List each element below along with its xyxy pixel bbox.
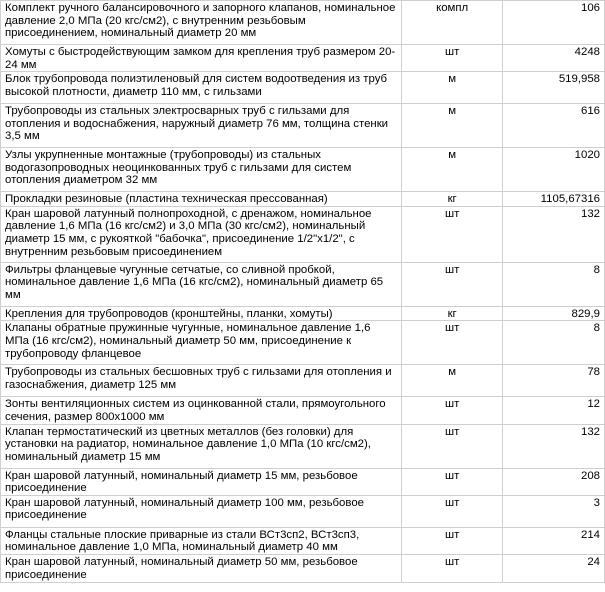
table-row — [1, 148, 605, 192]
unit-cell[interactable]: м — [402, 72, 503, 104]
item-name-cell[interactable]: Комплект ручного балансировочного и запорного клапанов, номинальное давление 2,0 МПа (20 кгс/см2), с внутренним резьбовым присоединением, номинальный диаметр 20 мм — [1, 1, 402, 45]
spreadsheet-body — [1, 1, 605, 583]
item-name-cell[interactable]: Блок трубопровода полиэтиленовый для систем водоотведения из труб высокой плотности, диаметр 110 мм, с гильзами — [1, 72, 402, 104]
unit-cell[interactable]: шт — [402, 527, 503, 554]
item-name-cell[interactable]: Трубопроводы из стальных электросварных труб с гильзами для отопления и водоснабжения, наружный диаметр 76 мм, толщина стенки 3,5 мм — [1, 104, 402, 148]
table-row — [1, 192, 605, 207]
table-row — [1, 1, 605, 45]
unit-cell[interactable]: м — [402, 104, 503, 148]
item-name-cell[interactable]: Клапан термостатический из цветных металлов (без головки) для установки на радиатор, номинальное давление 1,0 МПа (10 кгс/см2), номинальный диаметр 15 мм — [1, 424, 402, 468]
table-row — [1, 554, 605, 582]
unit-cell[interactable]: шт — [402, 397, 503, 424]
item-name-cell[interactable]: Фильтры фланцевые чугунные сетчатые, со сливной пробкой, номинальное давление 1,6 МПа (16 кгс/см2), номинальный диаметр 65 мм — [1, 262, 402, 306]
quantity-cell[interactable]: 8 — [503, 262, 605, 306]
item-name-cell[interactable]: Трубопроводы из стальных бесшовных труб с гильзами для отопления и газоснабжения, диаметр 125 мм — [1, 365, 402, 397]
quantity-cell[interactable]: 829,9 — [503, 306, 605, 321]
item-name-cell[interactable]: Клапаны обратные пружинные чугунные, номинальное давление 1,6 МПа (16 кгс/см2), номинальный диаметр 50 мм, присоединение к трубопроводу фланцевое — [1, 321, 402, 365]
item-name-cell[interactable]: Хомуты с быстродействующим замком для крепления труб размером 20-24 мм — [1, 45, 402, 72]
table-row — [1, 104, 605, 148]
quantity-cell[interactable]: 214 — [503, 527, 605, 554]
item-name-cell[interactable]: Фланцы стальные плоские приварные из стали ВСт3сп2, ВСт3сп3, номинальное давление 1,0 МПа, номинальный диаметр 40 мм — [1, 527, 402, 554]
table-row — [1, 424, 605, 468]
table-row — [1, 45, 605, 72]
table-row — [1, 306, 605, 321]
item-name-cell[interactable]: Кран шаровой латунный, номинальный диаметр 15 мм, резьбовое присоединение — [1, 468, 402, 495]
quantity-cell[interactable]: 78 — [503, 365, 605, 397]
unit-cell[interactable]: кг — [402, 306, 503, 321]
table-row — [1, 72, 605, 104]
quantity-cell[interactable]: 1020 — [503, 148, 605, 192]
unit-cell[interactable]: шт — [402, 468, 503, 495]
table-row — [1, 365, 605, 397]
item-name-cell[interactable]: Зонты вентиляционных систем из оцинкованной стали, прямоугольного сечения, размер 800х1000 мм — [1, 397, 402, 424]
quantity-cell[interactable]: 1105,67316 — [503, 192, 605, 207]
unit-cell[interactable]: шт — [402, 424, 503, 468]
quantity-cell[interactable]: 616 — [503, 104, 605, 148]
item-name-cell[interactable]: Прокладки резиновые (пластина техническая прессованная) — [1, 192, 402, 207]
quantity-cell[interactable]: 4248 — [503, 45, 605, 72]
item-name-cell[interactable]: Кран шаровой латунный, номинальный диаметр 100 мм, резьбовое присоединение — [1, 495, 402, 527]
item-name-cell[interactable]: Кран шаровой латунный полнопроходной, с дренажом, номинальное давление 1,6 МПа (16 кгс/см2) и 3,0 МПа (30 кгс/см2), номинальный диаметр 15 мм, с рукояткой "бабочка", присоединение 1/2"х1/2", с внутренним резьбовым присоединением — [1, 206, 402, 262]
quantity-cell[interactable]: 106 — [503, 1, 605, 45]
table-row — [1, 321, 605, 365]
unit-cell[interactable]: компл — [402, 1, 503, 45]
item-name-cell[interactable]: Узлы укрупненные монтажные (трубопроводы) из стальных водогазопроводных неоцинкованных труб с гильзами для систем отопления диаметром 32 мм — [1, 148, 402, 192]
item-name-cell[interactable]: Крепления для трубопроводов (кронштейны, планки, хомуты) — [1, 306, 402, 321]
table-row — [1, 527, 605, 554]
unit-cell[interactable]: шт — [402, 206, 503, 262]
quantity-cell[interactable]: 24 — [503, 554, 605, 582]
unit-cell[interactable]: шт — [402, 262, 503, 306]
unit-cell[interactable]: м — [402, 365, 503, 397]
quantity-cell[interactable]: 519,958 — [503, 72, 605, 104]
unit-cell[interactable]: кг — [402, 192, 503, 207]
unit-cell[interactable]: шт — [402, 554, 503, 582]
unit-cell[interactable]: м — [402, 148, 503, 192]
quantity-cell[interactable]: 132 — [503, 424, 605, 468]
quantity-cell[interactable]: 12 — [503, 397, 605, 424]
item-name-cell[interactable]: Кран шаровой латунный, номинальный диаметр 50 мм, резьбовое присоединение — [1, 554, 402, 582]
table-row — [1, 468, 605, 495]
quantity-cell[interactable]: 208 — [503, 468, 605, 495]
quantity-cell[interactable]: 8 — [503, 321, 605, 365]
quantity-cell[interactable]: 3 — [503, 495, 605, 527]
quantity-cell[interactable]: 132 — [503, 206, 605, 262]
table-row — [1, 495, 605, 527]
table-row — [1, 262, 605, 306]
unit-cell[interactable]: шт — [402, 321, 503, 365]
unit-cell[interactable]: шт — [402, 45, 503, 72]
table-row — [1, 397, 605, 424]
unit-cell[interactable]: шт — [402, 495, 503, 527]
table-row — [1, 206, 605, 262]
